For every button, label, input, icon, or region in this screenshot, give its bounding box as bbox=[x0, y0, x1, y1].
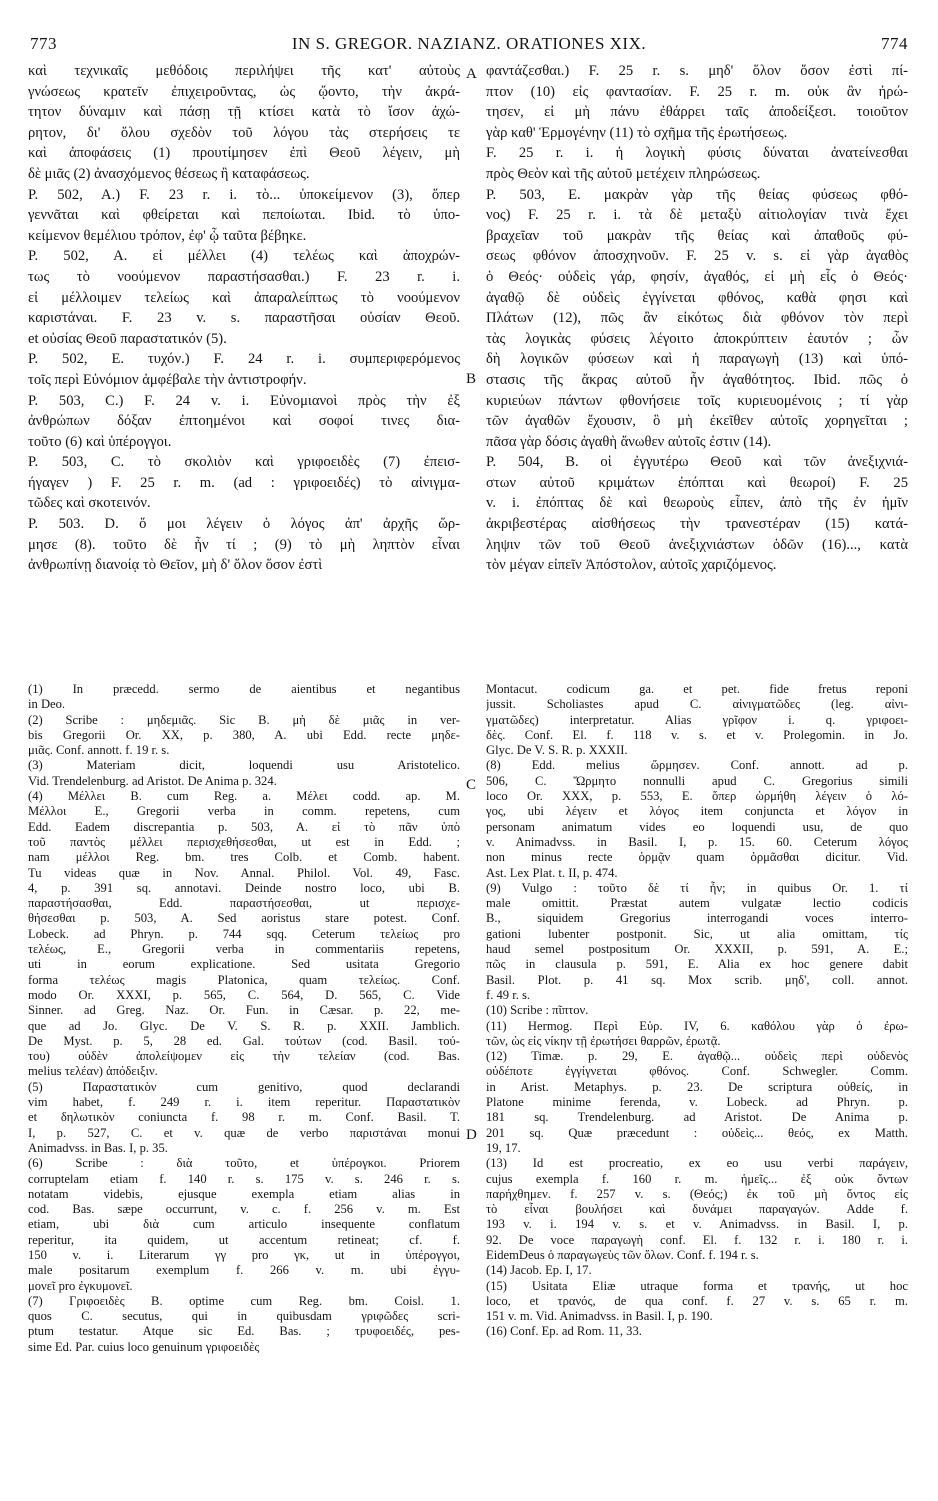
upper-right-column bbox=[486, 61, 908, 576]
text-line: καριστάναι. F. 23 v. s. παραστῆσαι οὐσίαν Θεοῦ. bbox=[28, 310, 460, 327]
text-line: καὶ ἀποφάσεις (1) προυτίμησεν ἐπὶ Θεοῦ λέγειν, μὴ bbox=[28, 145, 460, 162]
page-number-right: 774 bbox=[881, 34, 908, 53]
footnote-line: (14) Jacob. Ep. I, 17. bbox=[486, 1263, 592, 1278]
text-line: τὰς λογικὰς φύσεις λέγοιτο ἀποκρύπτειν ἑαυτόν ; ὧν bbox=[486, 330, 908, 347]
footnote-line: in Deo. bbox=[28, 697, 66, 712]
footnote-line: v. Animadvss. in Basil. I, p. 15. 60. Ceterum λόγος bbox=[486, 834, 908, 849]
text-line: πᾶσα γὰρ δόσις ἀγαθὴ ἄνωθεν αὐτοῖς ἐστιν (14). bbox=[486, 433, 772, 450]
footnote-line: Lobeck. ad Phryn. p. 744 sqq. Ceterum τελείως pro bbox=[28, 926, 460, 941]
footnote-line: Tu videas quæ in Nov. Annal. Philol. Vol. 49, Fasc. bbox=[28, 865, 460, 880]
footnote-line: male omittit. Præstat autem vulgatæ lectio codicis bbox=[486, 896, 908, 911]
text-line: τῶδες καὶ σκοτεινόν. bbox=[28, 495, 151, 512]
footnote-line: B., siquidem Gregorius interrogandi voces interro- bbox=[486, 911, 908, 926]
footnote-line: (7) Γριφοειδὲς B. optime cum Reg. bm. Coisl. 1. bbox=[28, 1293, 460, 1308]
margin-marker-c: C bbox=[466, 777, 477, 793]
footnote-line: (9) Vulgo : τοῦτο δὲ τί ἦν; in quibus Or. 1. τί bbox=[486, 880, 908, 895]
text-line: ρητον, δι' ὅλου σχεδὸν τοῦ λόγου τὰς στερήσεις τε bbox=[28, 124, 460, 141]
footnote-line: Sinner. ad Greg. Naz. Or. Fun. in Cæsar. p. 22, me- bbox=[28, 1003, 460, 1018]
footnote-line: (4) Μέλλει B. cum Reg. a. Μέλει codd. ap. M. bbox=[28, 789, 460, 804]
text-line: πρὸς Θεὸν καὶ τῆς αὐτοῦ μετέχειν πληρώσεως. bbox=[486, 165, 761, 182]
text-line: ἀγαθῷ δὲ οὐδεὶς ἐγγίνεται φθόνος, καθὰ φησι καὶ bbox=[486, 289, 908, 306]
footnote-line: τελέως, E., Gregorii verba in commentariis repetens, bbox=[28, 942, 460, 957]
footnote-line: οὐδέποτε ἐγγίγνεται φθόνος. Conf. Schwegler. Comm. bbox=[486, 1064, 908, 1079]
footnote-line: quos C. secutus, qui in quibusdam γριφῶδες scri- bbox=[28, 1309, 460, 1324]
footnote-line: μονεῖ pro ἐγκυμονεῖ. bbox=[28, 1278, 133, 1293]
footnote-line: f. 49 r. s. bbox=[486, 987, 531, 1002]
footnote-line: Vid. Trendelenburg. ad Aristot. De Anima p. 324. bbox=[28, 773, 277, 788]
footnote-line: (2) Scribe : μηδεμιᾶς. Sic B. μὴ δὲ μιᾶς in ver- bbox=[28, 712, 460, 727]
text-line: et οὐσίας Θεοῦ παραστατικόν (5). bbox=[28, 330, 227, 347]
footnote-line: et δηλωτικὸν coniuncta f. 98 r. m. Conf. Basil. T. bbox=[28, 1110, 460, 1125]
footnote-line: loco Or. XXX, p. 553, E. ὅπερ ὡρμήθη λέγειν ὁ λό- bbox=[486, 789, 908, 804]
text-line: γὰρ καθ' Ἑρμογένην (11) τὸ σχῆμα τῆς ἐρωτήσεως. bbox=[486, 124, 788, 141]
footnote-line: δὲς. Conf. El. f. 118 v. s. et v. Prolegomin. in Jo. bbox=[486, 727, 908, 742]
footnote-line: De Myst. p. 5, 28 ed. Gal. τούτων (cod. Basil. τού- bbox=[28, 1033, 460, 1048]
footnote-line: (8) Edd. melius ὥρμησεν. Conf. annott. ad p. bbox=[486, 758, 908, 773]
text-line: τως τὸ νοούμενον παραστήσασθαι.) F. 23 r. i. bbox=[28, 268, 460, 285]
footnote-line: ptum testatur. Atque sic Ed. Bas. ; τρυφοειδές, pes- bbox=[28, 1324, 460, 1339]
footnote-line: bis Gregorii Or. XX, p. 380, A. ubi Edd. recte μηδε- bbox=[28, 727, 460, 742]
text-line: τοῦτο (6) καὶ ὑπέρογγοι. bbox=[28, 433, 172, 450]
text-line: P. 503. D. ὅ μοι λέγειν ὁ λόγος ἀπ' ἀρχῆς ὥρ- bbox=[28, 516, 460, 533]
text-line: καὶ τεχνικαῖς μεθόδοις περιλήψει τῆς κατ' αὐτοὺς bbox=[28, 63, 460, 79]
text-line: v. i. ἐπόπτας δὲ καὶ θεωροὺς εἶπεν, ἀπὸ τῆς ἐν ἡμῖν bbox=[486, 495, 908, 512]
footnote-line: 4, p. 391 sq. annotavi. Deinde nostro loco, ubi B. bbox=[28, 880, 460, 895]
footnote-line: gationi lubenter postponit. Sic, ut alia omittam, τίς bbox=[486, 926, 908, 941]
footnote-line: cod. Bas. sæpe occurrunt, v. c. f. 256 v. m. Est bbox=[28, 1202, 460, 1217]
footnote-line: 151 v. m. Vid. Animadvss. in Basil. I, p. 190. bbox=[486, 1309, 713, 1324]
footnote-line: uti in eorum explicatione. Sed usitata Gregorio bbox=[28, 957, 460, 972]
footnote-line: jussit. Scholiastes apud C. αἰνιγματῶδες (leg. αἰνι- bbox=[486, 697, 908, 712]
text-line: ληψιν τῶν τοῦ Θεοῦ ἀνεξιχνιάστων ὁδῶν (16)..., κατὰ bbox=[486, 536, 908, 553]
footnote-line: male positarum exemplum f. 266 v. m. ubi ἐγγυ- bbox=[28, 1263, 460, 1278]
text-line: δὲ μιᾶς (2) ἀνασχόμενος θέσεως ἢ καταφάσεως. bbox=[28, 165, 310, 182]
footnote-line: que ad Jo. Glyc. De V. S. R. p. XXII. Jamblich. bbox=[28, 1018, 460, 1033]
text-line: πτον (10) εἰς φαντασίαν. F. 25 r. m. οὐκ ἂν ἠρώ- bbox=[486, 83, 908, 100]
footnote-line: 193 v. i. 194 v. s. et v. Animadvss. in Basil. I, p. bbox=[486, 1217, 908, 1232]
footnote-line: τοῦ παντὸς μέλλει περισχεθήσεσθαι, ut est in Edd. ; bbox=[28, 834, 460, 849]
footnote-line: cujus exempla f. 160 r. m. ἡμεῖς... ἐξ οὐκ ὄντων bbox=[486, 1171, 908, 1186]
footnote-line: γματῶδες) interpretatur. Alias γρῖφον i. q. γριφοει- bbox=[486, 712, 908, 727]
footnote-line: 181 sq. Trendelenburg. ad Aristot. De Anima p. bbox=[486, 1110, 908, 1125]
footnote-line: γος, ubi λέγειν et λόγος item conjuncta et λόγον in bbox=[486, 804, 908, 819]
footnote-line: (15) Usitata Eliæ utraque forma et τρανής, ut hoc bbox=[486, 1278, 908, 1293]
text-line: τητον δύναμιν καὶ πάσῃ τῇ κτίσει κατὰ τὸ ἴσον ἀχώ- bbox=[28, 104, 460, 121]
footnote-line: corruptelam etiam f. 140 r. s. 175 v. s. 246 r. s. bbox=[28, 1171, 460, 1186]
footnote-line: (16) Conf. Ep. ad Rom. 11, 33. bbox=[486, 1324, 642, 1339]
footnote-line: 506, C. Ὥρμητο nonnulli apud C. Gregorius simili bbox=[486, 773, 908, 788]
footnote-line: 92. De voce παραγωγὴ conf. El. f. 132 r. i. 180 r. i. bbox=[486, 1232, 908, 1247]
text-line: F. 25 r. i. ἡ λογικὴ φύσις δύναται ἀνατείνεσθαι bbox=[486, 145, 908, 162]
footnote-line: non minus recte ὁρμᾷν quam ὁρμᾶσθαι dicitur. Vid. bbox=[486, 850, 908, 865]
text-line: στασις τῆς ἄκρας αὐτοῦ ἦν ἀγαθότητος. Ibid. πῶς ὁ bbox=[486, 371, 908, 388]
footnote-line: modo Or. XXXI, p. 565, C. 564, D. 565, C. Vide bbox=[28, 987, 460, 1002]
text-line: Πλάτων (12), πῶς ἂν εἰκότως διὰ φθόνον τὸν περὶ bbox=[486, 310, 908, 327]
text-line: τῶν ἀγαθῶν ἔχουσιν, ὃ μὴ ἐκεῖθεν αὐτοῖς χορηγεῖται ; bbox=[486, 413, 908, 430]
footnote-line: Animadvss. in Bas. I, p. 35. bbox=[28, 1140, 168, 1155]
text-line: ἀνθρώπων δόξαν ἐπτοημένοι καὶ σοφοί τινες δια- bbox=[28, 413, 460, 430]
footnote-line: reperitur, ita quidem, ut accentum retineat; cf. f. bbox=[28, 1232, 460, 1247]
footnote-line: μιᾶς. Conf. annott. f. 19 r. s. bbox=[28, 743, 170, 758]
running-title: IN S. GREGOR. NAZIANZ. ORATIONES XIX. bbox=[291, 34, 647, 53]
footnote-line: I, p. 527, C. et v. quæ de verbo παριστάναι monui bbox=[28, 1125, 460, 1140]
footnote-line: in Arist. Metaphys. p. 23. De scriptura οὐθείς, in bbox=[486, 1079, 908, 1094]
upper-left-column bbox=[28, 61, 460, 576]
text-line: γνώσεως κρατεῖν ἐπιχειροῦντας, ὡς ᾤοντο, τὴν ἀκρά- bbox=[28, 83, 460, 100]
footnote-line: EidemDeus ὁ παραγωγεὺς τῶν ὅλων. Conf. f. 194 r. s. bbox=[486, 1247, 759, 1262]
text-line: τησεν, εἰ μὴ πάνυ ἐθάρρει ταῖς ἀποδείξεσι. τοιοῦτον bbox=[486, 104, 908, 121]
text-line: μησε (8). τοῦτο δὲ ἦν τί ; (9) τὸ μὴ ληπτὸν εἶναι bbox=[28, 536, 460, 553]
footnote-line: Montacut. codicum ga. et pet. fide fretus reponi bbox=[486, 682, 908, 696]
footnote-line: του) οὐδὲν ἀπολείψομεν εἰς τὴν τελείαν (cod. Bas. bbox=[28, 1049, 460, 1064]
footnote-line: παραστήσασθαι, Edd. παραστήσεσθαι, ut περισχε- bbox=[28, 896, 460, 911]
footnote-line: notatam videbis, ejusque exempla etiam alias in bbox=[28, 1186, 460, 1201]
text-line: P. 503, C.) F. 24 v. i. Εὐνομιανοὶ πρὸς τὴν ἐξ bbox=[28, 392, 460, 409]
footnote-line: (1) In præcedd. sermo de aientibus et negantibus bbox=[28, 682, 460, 696]
footnote-line: παρήχθημεν. f. 257 v. s. (Θεός;) ἐκ τοῦ μὴ ὄντος εἰς bbox=[486, 1186, 908, 1201]
text-line: P. 504, B. οἱ ἐγγυτέρω Θεοῦ καὶ τῶν ἀνεξιχνιά- bbox=[486, 454, 908, 471]
footnote-line: τῶν, ὡς εἰς νίκην τῇ ἐρωτήσει θαρρῶν, ἐρωτᾷ. bbox=[486, 1033, 721, 1048]
text-line: δὴ λογικῶν φύσεων καὶ ἡ παραγωγὴ (13) καὶ ὑπό- bbox=[486, 351, 908, 368]
text-line: P. 502, A.) F. 23 r. i. τὸ... ὑποκείμενον (3), ὅπερ bbox=[28, 186, 460, 203]
footnote-line: (12) Timæ. p. 29, E. ἀγαθῷ... οὐδεὶς περὶ οὐδενὸς bbox=[486, 1049, 908, 1064]
footnote-line: (5) Παραστατικὸν cum genitivo, quod declarandi bbox=[28, 1079, 460, 1094]
text-line: P. 503, C. τὸ σκολιὸν καὶ γριφοειδὲς (7) ἐπεισ- bbox=[28, 454, 460, 471]
footnote-line: (10) Scribe : πῖπτον. bbox=[486, 1003, 589, 1018]
text-line: εἰ μέλλοιμεν τελείως καὶ ἀπαραλείπτως τὸ νοούμενον bbox=[28, 289, 460, 306]
footnote-line: θήσεσθαι p. 503, A. Sed aoristus stare potest. Conf. bbox=[28, 911, 460, 926]
footnote-line: Μέλλοι E., Gregorii verba in comm. repetens, cum bbox=[28, 804, 460, 819]
margin-marker-b: B bbox=[466, 371, 477, 387]
text-line: P. 503, E. μακρὰν γὰρ τῆς θείας φύσεως φθό- bbox=[486, 186, 908, 203]
text-line: γεννᾶται καὶ φθείρεται καὶ πεποίωται. Ibid. τὸ ὑπο- bbox=[28, 207, 460, 224]
footnote-line: τὸ εἶναι βουλήσει καὶ δυνάμει παραγαγών. Adde f. bbox=[486, 1202, 908, 1217]
footnotes-left-column bbox=[28, 682, 460, 1355]
footnote-line: loco, et τρανός, de qua conf. f. 27 v. s. 65 r. m. bbox=[486, 1293, 908, 1308]
footnote-line: Glyc. De V. S. R. p. XXXII. bbox=[486, 743, 628, 758]
footnote-line: (6) Scribe : διὰ τοῦτο, et ὑπέρογκοι. Priorem bbox=[28, 1156, 460, 1171]
footnote-line: πῶς in clausula p. 591, E. Alia ex hoc genere dabit bbox=[486, 957, 908, 972]
footnote-line: Basil. Plot. p. 41 sq. Mox scrib. μηδ', coll. annot. bbox=[486, 972, 908, 987]
footnote-line: 201 sq. Quæ præcedunt : οὐδεὶς... θεός, ex Matth. bbox=[486, 1125, 908, 1140]
footnote-line: 150 v. i. Literarum γγ pro γκ, ut in ὑπέρογγοι, bbox=[28, 1247, 460, 1262]
text-line: τοῖς περὶ Εὐνόμιον ἀμφέβαλε τὴν ἀντιστροφήν. bbox=[28, 371, 307, 388]
text-line: ἀκριβεστέρας αἰσθήσεως τὴν τρανεστέραν (15) κατά- bbox=[486, 516, 908, 533]
text-line: P. 502, E. τυχόν.) F. 24 r. i. συμπεριφερόμενος bbox=[28, 351, 460, 368]
footnote-line: etiam, ubi διὰ cum articulo insequente conflatum bbox=[28, 1217, 460, 1232]
footnote-line: melius τελέαν) ἀπόδειξιν. bbox=[28, 1064, 158, 1079]
text-line: νος) F. 25 r. i. τὰ δὲ μεταξὺ αἰτιολογίαν τινὰ ἔχει bbox=[486, 207, 908, 224]
footnote-line: (11) Hermog. Περὶ Εὑρ. IV, 6. καθόλου γὰρ ὁ ἐρω- bbox=[486, 1018, 908, 1033]
margin-marker-a: A bbox=[466, 66, 477, 82]
footnotes-right-column bbox=[486, 682, 908, 1340]
text-line: ὁ Θεός· οὐδεὶς γάρ, φησίν, ἀγαθός, εἰ μὴ εἷς ὁ Θεός· bbox=[486, 268, 908, 285]
footnote-line: nam μέλλοι Reg. bm. tres Colb. et Comb. habent. bbox=[28, 850, 460, 865]
page-number-left: 773 bbox=[30, 34, 57, 53]
footnote-line: personam animatum vides eo loquendi usu, de quo bbox=[486, 819, 908, 834]
text-line: τὸν μέγαν εἰπεῖν Ἀπόστολον, αὐτοῖς χαριζόμενος. bbox=[486, 557, 777, 574]
footnote-line: Ast. Lex Plat. t. II, p. 474. bbox=[486, 865, 618, 880]
footnote-line: forma τελέως magis Platonica, quam τελείως. Conf. bbox=[28, 972, 460, 987]
text-line: βραχεῖαν τοῦ μακρὰν τῆς θείας καὶ ἀπαθοῦς φύ- bbox=[486, 227, 908, 244]
text-line: ήγαγεν ) F. 25 r. m. (ad : γριφοειδές) τὸ αἰνιγμα- bbox=[28, 474, 460, 491]
footnote-line: (3) Materiam dicit, loquendi usu Aristotelico. bbox=[28, 758, 460, 773]
text-line: σεως φθόνον ἀποσχηνοῦν. F. 25 v. s. εἰ γὰρ ἀγαθὸς bbox=[486, 248, 908, 265]
text-line: ἀνθρωπίνῃ διανοίᾳ τὸ Θεῖον, μὴ δ' ὅλον ὅσον ἐστὶ bbox=[28, 557, 323, 574]
footnote-line: sime Ed. Par. cuius loco genuinum γριφοειδὲς bbox=[28, 1339, 260, 1354]
footnote-line: vim habet, f. 249 r. i. item reperitur. Παραστατικὸν bbox=[28, 1095, 460, 1110]
text-line: P. 502, A. εἰ μέλλει (4) τελέως καὶ ἀποχρών- bbox=[28, 248, 460, 265]
text-line: φαντάζεσθαι.) F. 25 r. s. μηδ' ὅλον ὅσον ἐστὶ πί- bbox=[486, 63, 908, 79]
footnote-line: 19, 17. bbox=[486, 1140, 521, 1155]
footnote-line: Edd. Eadem discrepantia p. 503, A. εἰ τὸ πᾶν ὑπὸ bbox=[28, 819, 460, 834]
text-line: κυριεύων πάντων φθονήσειε τοῖς κυριευομένοις ; τί γὰρ bbox=[486, 392, 908, 409]
text-line: στων αὐτοῦ κριμάτων ἐπόπται καὶ θεωροί) F. 25 bbox=[486, 474, 908, 491]
footnote-line: (13) Id est procreatio, ex eo usu verbi παράγειν, bbox=[486, 1156, 908, 1171]
margin-marker-d: D bbox=[466, 1127, 477, 1143]
text-line: κείμενον θεμέλιου τρόπον, ἐφ' ᾧ ταῦτα βέβηκε. bbox=[28, 227, 307, 244]
footnote-line: Platone minime ferenda, v. Lobeck. ad Phryn. p. bbox=[486, 1095, 908, 1110]
running-header bbox=[30, 34, 908, 54]
footnote-line: haud semel postpositum Or. XXXII, p. 591, A. E.; bbox=[486, 942, 908, 957]
